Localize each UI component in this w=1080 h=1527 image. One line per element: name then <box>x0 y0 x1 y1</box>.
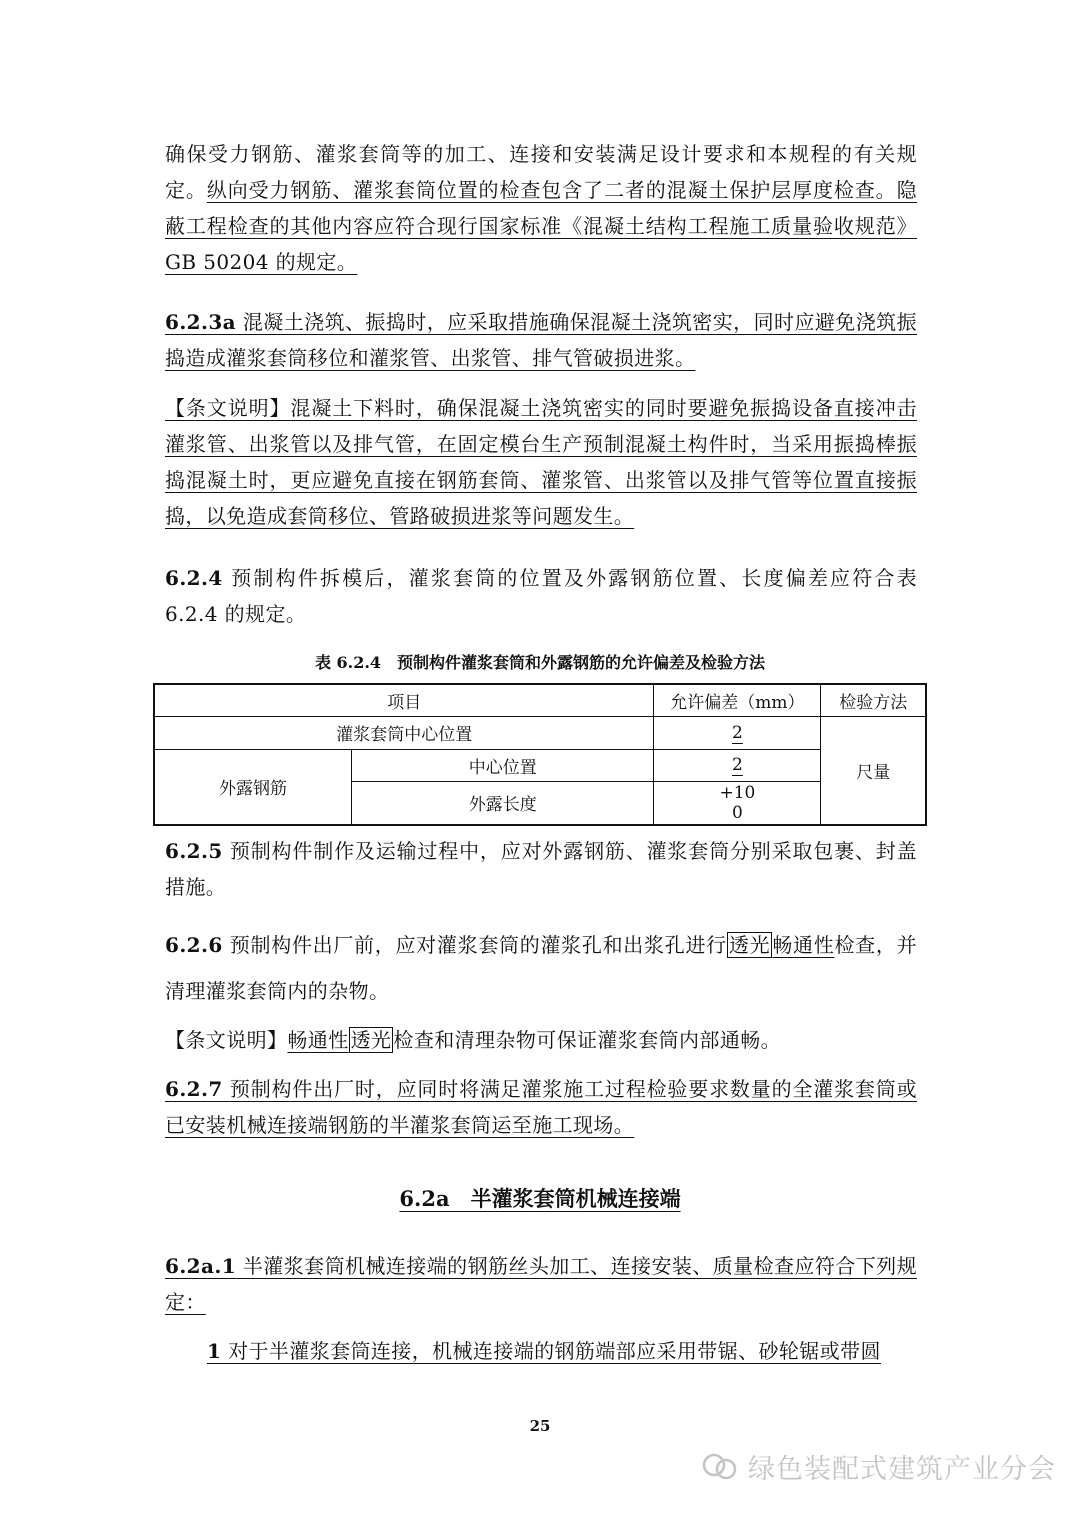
clause-number: 6.2.3a <box>165 310 237 334</box>
table-row <box>154 749 926 781</box>
note-label: 【条文说明】 <box>165 396 291 420</box>
cell-subitem: 外露长度 <box>352 781 654 825</box>
tolerance-upper: +10 <box>719 782 756 803</box>
clause-number: 6.2.5 <box>165 839 223 863</box>
note-text: 混凝土下料时，确保混凝土浇筑密实的同时要避免振捣设备直接冲击灌浆管、出浆管以及排气管，在固定模台生产预制混凝土构件时，当采用振捣棒振捣混凝土时，更应避免直接在钢筋套筒、灌浆管、出浆管以及排气管等位置直接振捣，以免造成套筒移位、管路破损进浆等问题发生。 <box>165 396 917 528</box>
paragraph-623-explanation <box>165 136 917 280</box>
watermark-text: 绿色装配式建筑产业分会 <box>748 1454 1056 1485</box>
cell-tolerance <box>654 781 821 825</box>
cell-item: 灌浆套筒中心位置 <box>154 716 654 749</box>
note-label: 【条文说明】 <box>165 1028 288 1052</box>
watermark <box>700 1447 1056 1489</box>
revised-text: 纵向受力钢筋、灌浆套筒位置的检查包含了二者的混凝土保护层厚度检查。隐蔽工程检查的其他内容应符合现行国家标准《混凝土结构工程施工质量验收规范》GB 50204 的规定。 <box>165 178 917 274</box>
clause-6-2-7 <box>165 1071 917 1143</box>
cell-tolerance: 2 <box>654 716 821 749</box>
table-header-row <box>154 684 926 716</box>
boxed-text: 透光 <box>350 1028 392 1052</box>
clause-number: 6.2a.1 <box>165 1254 237 1278</box>
cell-method: 尺量 <box>821 716 926 825</box>
clause-text: 预制构件出厂前，应对灌浆套筒的灌浆孔和出浆孔进行 <box>229 933 727 957</box>
clause-6-2-5 <box>165 833 917 905</box>
clause-number: 6.2.4 <box>165 566 223 590</box>
clause-6-2-6-explanation <box>165 1022 917 1058</box>
table-caption: 表 6.2.4 预制构件灌浆套筒和外露钢筋的允许偏差及检验方法 <box>314 653 766 672</box>
paragraph-text: 确保受力钢筋、灌浆套筒等的加工、连接和安装满足设计要求和本规程的有关规定。 <box>165 142 917 202</box>
wechat-icon <box>700 1452 740 1489</box>
clause-6-2a-1 <box>165 1248 917 1320</box>
note-text: 检查和清理杂物可保证灌浆套筒内部通畅。 <box>393 1028 782 1052</box>
clause-text: 半灌浆套筒机械连接端的钢筋丝头加工、连接安装、质量检查应符合下列规定： <box>165 1254 917 1314</box>
list-item-1 <box>207 1333 917 1369</box>
clause-text: 检查，并清理灌浆套筒内的杂物。 <box>165 933 917 1003</box>
clause-text: 预制构件拆模后，灌浆套筒的位置及外露钢筋位置、长度偏差应符合表 6.2.4 的规定。 <box>165 566 917 626</box>
header-method: 检验方法 <box>821 684 926 716</box>
cell-subitem: 中心位置 <box>352 749 654 781</box>
clause-text: 预制构件制作及运输过程中，应对外露钢筋、灌浆套筒分别采取包裹、封盖措施。 <box>165 839 917 899</box>
cell-tolerance: 2 <box>654 749 821 781</box>
clause-text: 混凝土浇筑、振捣时，应采取措施确保混凝土浇筑密实，同时应避免浇筑振捣造成灌浆套筒移位和灌浆管、出浆管、排气管破损进浆。 <box>165 310 917 370</box>
tolerance-lower: 0 <box>731 802 743 823</box>
tolerance-table <box>153 683 927 826</box>
revised-text: 畅通性 <box>287 1028 349 1052</box>
clause-6-2-6 <box>165 922 917 1014</box>
header-item: 项目 <box>154 684 654 716</box>
clause-number: 6.2.6 <box>165 933 223 957</box>
revised-text: 畅通性 <box>772 933 835 957</box>
section-title: 6.2a 半灌浆套筒机械连接端 <box>399 1186 681 1211</box>
item-text: 对于半灌浆套筒连接，机械连接端的钢筋端部应采用带锯、砂轮锯或带圆 <box>228 1339 881 1363</box>
cell-group-label: 外露钢筋 <box>154 749 352 825</box>
clause-number: 6.2.7 <box>165 1077 223 1101</box>
header-tolerance: 允许偏差（mm） <box>654 684 821 716</box>
clause-6-2-3a <box>165 304 917 376</box>
item-number: 1 <box>207 1339 222 1363</box>
clause-6-2-3a-explanation <box>165 390 917 534</box>
page-number: 25 <box>529 1417 551 1435</box>
clause-6-2-4 <box>165 560 917 632</box>
table-row <box>154 716 926 749</box>
boxed-text: 透光 <box>728 933 771 957</box>
clause-text: 预制构件出厂时，应同时将满足灌浆施工过程检验要求数量的全灌浆套筒或已安装机械连接端钢筋的半灌浆套筒运至施工现场。 <box>165 1077 917 1137</box>
